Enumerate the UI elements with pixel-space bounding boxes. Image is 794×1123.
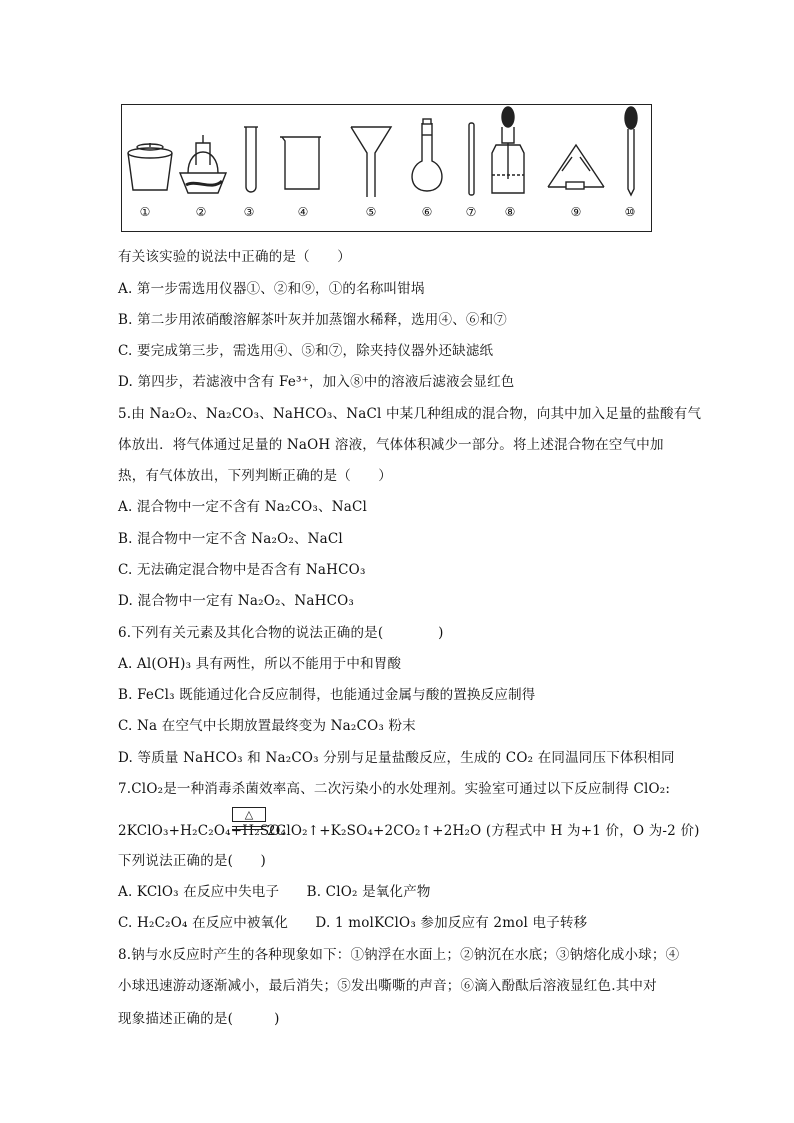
glass-rod-icon <box>469 123 474 195</box>
apparatus-label-1: ① <box>139 205 151 219</box>
question-7-options-ab: A. KClO₃ 在反应中失电子 B. ClO₂ 是氧化产物 <box>118 884 431 900</box>
question-5-option-d: D. 混合物中一定有 Na₂O₂、NaHCO₃ <box>118 593 355 609</box>
apparatus-label-2: ② <box>195 205 207 219</box>
question-5-stem-line-2: 体放出．将气体通过足量的 NaOH 溶液，气体体积减少一部分。将上述混合物在空气中加 <box>118 437 664 453</box>
question-6-option-d: D. 等质量 NaHCO₃ 和 Na₂CO₃ 分别与足量盐酸反应，生成的 CO₂ 在同温同压下体积相同 <box>118 750 675 766</box>
question-8-stem-line-1: 8.钠与水反应时产生的各种现象如下：①钠浮在水面上；②钠沉在水底；③钠熔化成小球；④ <box>118 947 680 963</box>
crucible-icon <box>128 143 172 190</box>
question-4-stem: 有关该实验的说法中正确的是（ ） <box>118 249 351 265</box>
apparatus-label-6: ⑥ <box>421 205 433 219</box>
clay-triangle-icon <box>548 145 604 189</box>
question-5-option-a: A. 混合物中一定不含有 Na₂CO₃、NaCl <box>118 499 368 515</box>
question-6-option-b: B. FeCl₃ 既能通过化合反应制得，也能通过金属与酸的置换反应制得 <box>118 687 536 703</box>
dropper-bottle-icon <box>492 107 524 193</box>
apparatus-label-9: ⑨ <box>570 205 582 219</box>
apparatus-figure <box>121 104 652 232</box>
question-4-option-d: D. 第四步，若滤液中含有 Fe³⁺，加入⑧中的溶液后滤液会显红色 <box>118 374 515 390</box>
question-8-stem-line-2: 小球迅速游动逐渐减小，最后消失；⑤发出嘶嘶的声音；⑥滴入酚酞后溶液显红色.其中对 <box>118 978 657 994</box>
equation-left: 2KClO₃+H₂C₂O₄+H₂SO₄ <box>118 823 287 839</box>
question-4-option-b: B. 第二步用浓硝酸溶解茶叶灰并加蒸馏水稀释，选用④、⑥和⑦ <box>118 312 508 328</box>
question-5-option-c: C. 无法确定混合物中是否含有 NaHCO₃ <box>118 562 366 578</box>
question-8-stem-line-3: 现象描述正确的是( ) <box>118 1011 280 1027</box>
equation-right: 2ClO₂↑+K₂SO₄+2CO₂↑+2H₂O (方程式中 H 为+1 价，O 为-2 价) <box>267 823 700 839</box>
reaction-condition <box>232 807 266 831</box>
burner-icon <box>180 135 226 193</box>
question-7-stem: 7.ClO₂是一种消毒杀菌效率高、二次污染小的水处理剂。实验室可通过以下反应制得 ClO₂: <box>118 781 671 797</box>
question-6-option-c: C. Na 在空气中长期放置最终变为 Na₂CO₃ 粉末 <box>118 718 416 734</box>
question-7-options-cd: C. H₂C₂O₄ 在反应中被氧化 D. 1 molKClO₃ 参加反应有 2mol 电子转移 <box>118 915 588 931</box>
question-5-stem-line-3: 热，有气体放出，下列判断正确的是（ ） <box>118 468 392 484</box>
question-5-option-b: B. 混合物中一定不含 Na₂O₂、NaCl <box>118 531 343 547</box>
question-4-option-c: C. 要完成第三步，需选用④、⑤和⑦，除夹持仪器外还缺滤纸 <box>118 343 494 359</box>
apparatus-label-5: ⑤ <box>365 205 377 219</box>
question-7-prompt: 下列说法正确的是( ) <box>118 853 266 869</box>
question-6-stem: 6.下列有关元素及其化合物的说法正确的是( ) <box>118 625 444 641</box>
apparatus-label-10: ⑩ <box>624 205 636 219</box>
volumetric-flask-icon <box>412 119 442 191</box>
beaker-icon <box>280 137 321 189</box>
funnel-icon <box>351 127 391 197</box>
apparatus-label-4: ④ <box>297 205 309 219</box>
question-4-option-a: A. 第一步需选用仪器①、②和⑨，①的名称叫钳埚 <box>118 281 425 297</box>
question-5-stem-line-1: 5.由 Na₂O₂、Na₂CO₃、NaHCO₃、NaCl 中某几种组成的混合物，向其中加入足量的盐酸有气 <box>118 406 702 422</box>
apparatus-label-3: ③ <box>243 205 255 219</box>
heat-condition-icon: △ <box>232 807 266 822</box>
dropper-icon <box>625 107 637 195</box>
apparatus-label-8: ⑧ <box>504 205 516 219</box>
question-6-option-a: A. Al(OH)₃ 具有两性，所以不能用于中和胃酸 <box>118 656 402 672</box>
apparatus-label-7: ⑦ <box>465 205 477 219</box>
test-tube-icon <box>244 127 258 192</box>
